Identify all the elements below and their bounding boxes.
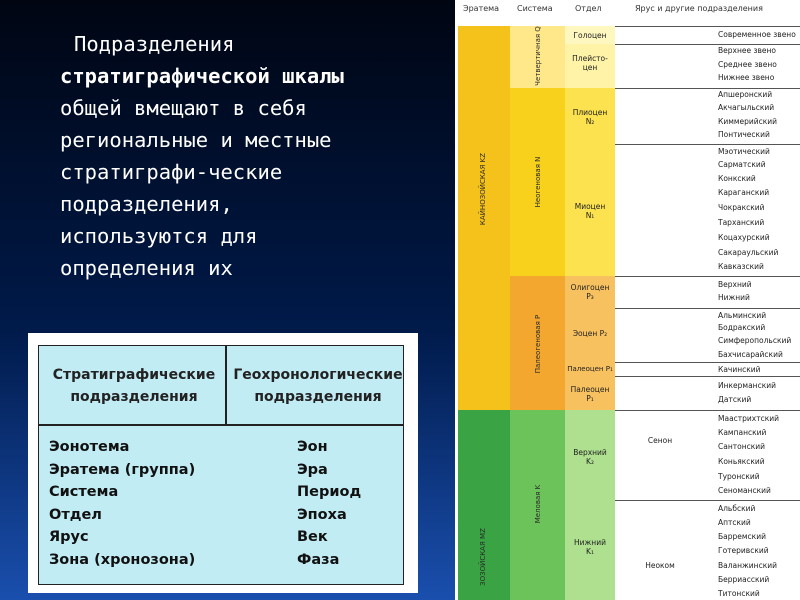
stage-item: Верхнее звено <box>718 46 776 55</box>
stage-item: Аптский <box>718 518 751 527</box>
paragraph-bold-term: стратиграфической шкалы <box>60 64 344 88</box>
stage-item: Коцахурский <box>718 233 770 242</box>
list-item: Век <box>297 529 328 545</box>
rule <box>615 26 800 27</box>
series-label: Олигоцен P₃ <box>570 283 610 301</box>
era-mesozoic-label: ЗОЗОЙСКАЯ MZ <box>479 528 487 586</box>
subgroup-neocomian: Неоком <box>645 561 675 570</box>
stage-item: Берриасский <box>718 575 770 584</box>
series-label: Палеоцен P₁ <box>570 385 610 403</box>
stage-item: Конкский <box>718 174 756 183</box>
list-item: Отдел <box>49 506 102 523</box>
era-cenozoic-label: КАЙНОЗОЙСКАЯ KZ <box>479 152 487 226</box>
list-item: Эратема (группа) <box>49 461 196 478</box>
stage-item: Среднее звено <box>718 60 777 69</box>
geochronologic-list <box>297 436 361 571</box>
stage-item: Туронский <box>718 472 760 481</box>
stage-item: Акчагыльский <box>718 103 775 112</box>
stage-item: Нижнее звено <box>718 73 775 82</box>
header-stage: Ярус и другие подразделения <box>635 4 763 13</box>
list-item: Эон <box>297 439 328 455</box>
stage-item: Нижний <box>718 293 750 302</box>
stage-item: Современное звено <box>718 30 796 39</box>
system-neogene-label: Неогеновая N <box>534 156 542 208</box>
stage-item: Сантонский <box>718 442 765 451</box>
stage-item: Апшеронский <box>718 90 773 99</box>
rule <box>615 88 800 89</box>
stage-item: Верхний <box>718 280 752 289</box>
series-label: Голоцен <box>573 31 607 40</box>
header-era: Эратема <box>463 4 500 13</box>
paragraph-rest: общей вмещают в себя региональные и местные стратиграфи-ческие подразделения, используются для определения их <box>60 96 332 280</box>
stage-item: Чокракский <box>718 203 765 212</box>
stage-item: Готеривский <box>718 546 769 555</box>
system-cretaceous-label: Меловая K <box>534 484 542 524</box>
stage-item: Качинский <box>718 365 761 374</box>
stage-item: Понтический <box>718 130 770 139</box>
stage-item: Альбский <box>718 504 756 513</box>
stage-item: Инкерманский <box>718 381 776 390</box>
system-quaternary-label: Четвертичная Q <box>534 26 542 86</box>
scale-header <box>455 0 800 26</box>
series-label: Палеоцен P₁ <box>567 365 613 373</box>
stratigraphic-list <box>49 436 195 571</box>
column-divider <box>225 346 227 424</box>
table-body <box>38 345 404 585</box>
stage-item: Тарханский <box>718 218 765 227</box>
stage-item: Датский <box>718 395 752 404</box>
stage-item: Сарматский <box>718 160 766 169</box>
stage-item: Караганский <box>718 188 770 197</box>
rule <box>615 500 800 501</box>
rule <box>615 410 800 411</box>
stage-item: Кампанский <box>718 428 767 437</box>
series-label: Эоцен P₂ <box>572 329 608 338</box>
list-item: Зона (хронозона) <box>49 551 196 568</box>
subgroup-senon: Сенон <box>647 436 673 445</box>
stage-item: Валанжинский <box>718 561 777 570</box>
series-label: Нижний K₁ <box>574 538 606 556</box>
stage-item: Сакараульский <box>718 248 779 257</box>
geologic-time-scale <box>455 0 800 600</box>
list-item: Период <box>297 484 362 500</box>
stage-item: Кавказский <box>718 262 764 271</box>
rule <box>615 308 800 309</box>
table-header <box>39 346 403 426</box>
series-label: Верхний K₂ <box>573 448 607 466</box>
intro-paragraph <box>60 28 350 336</box>
rule <box>615 44 800 45</box>
rule <box>615 376 800 377</box>
rule <box>615 144 800 145</box>
stage-item: Бодракский <box>718 323 766 332</box>
header-stratigraphic: Стратиграфические подразделения <box>52 367 216 405</box>
stage-item: Мэотический <box>718 147 770 156</box>
paragraph-start: Подразделения <box>74 32 235 56</box>
header-series: Отдел <box>575 4 602 13</box>
stage-item: Симферопольский <box>718 336 792 345</box>
header-system: Система <box>517 4 553 13</box>
list-item: Система <box>49 484 119 500</box>
rule <box>615 276 800 277</box>
stage-item: Коньякский <box>718 457 765 466</box>
stage-item: Титонский <box>718 589 760 598</box>
stage-item: Сеноманский <box>718 486 771 495</box>
list-item: Фаза <box>297 551 340 568</box>
header-geochronologic: Геохронологические подразделения <box>233 367 403 405</box>
list-item: Эонотема <box>49 439 130 455</box>
list-item: Эпоха <box>297 506 347 523</box>
series-label: Плиоцен N₂ <box>572 108 608 126</box>
series-label: Миоцен N₁ <box>574 202 606 220</box>
system-paleogene-label: Палеогеновая P <box>534 314 542 374</box>
subdivision-table <box>28 333 418 593</box>
list-item: Ярус <box>49 529 89 545</box>
stage-item: Маастрихтский <box>718 414 779 423</box>
stage-item: Бахчисарайский <box>718 350 783 359</box>
series-label: Плейсто- цен <box>572 54 608 72</box>
rule <box>615 362 800 363</box>
stage-item: Киммерийский <box>718 117 778 126</box>
stage-item: Альминский <box>718 311 767 320</box>
list-item: Эра <box>297 461 328 478</box>
stage-item: Барремский <box>718 532 766 541</box>
